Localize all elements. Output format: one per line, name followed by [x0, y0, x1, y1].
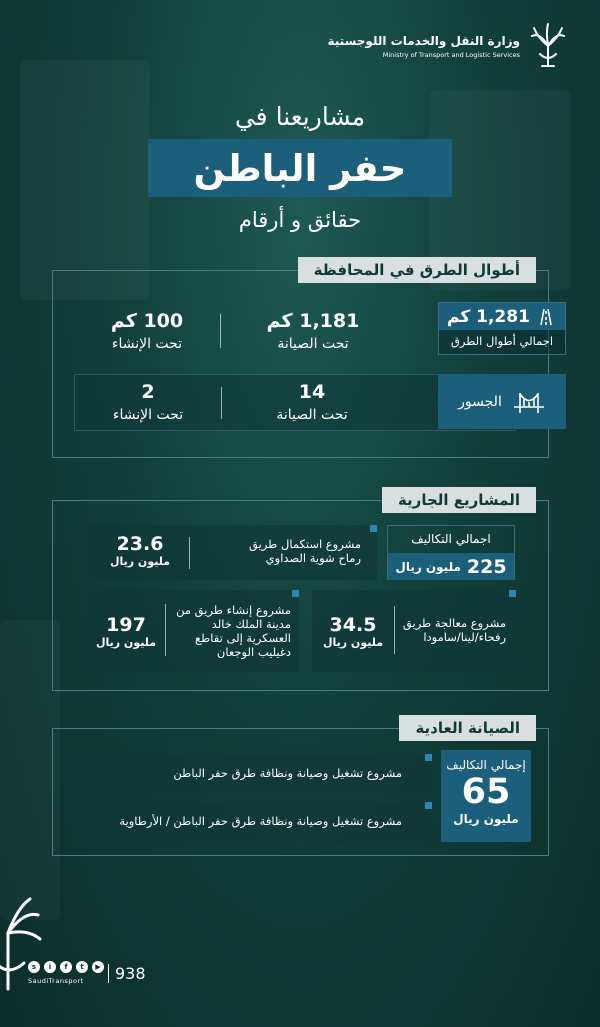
project-2-value: 34.5	[329, 614, 377, 636]
snapchat-icon[interactable]: s	[28, 961, 40, 973]
footer	[0, 897, 200, 1007]
card-marker	[292, 590, 299, 597]
roads-section-title: أطوال الطرق في المحافظة	[298, 257, 536, 283]
ministry-name-en: Ministry of Transport and Logistic Services	[382, 50, 520, 59]
maintenance-cost-value: 65	[461, 772, 511, 812]
bridges-maintenance-stat	[247, 381, 377, 423]
divider	[165, 604, 166, 656]
social-links	[28, 961, 104, 973]
background-building	[20, 60, 150, 300]
card-marker	[425, 802, 432, 809]
roads-total-value: 1,281 كم	[447, 306, 530, 327]
hero-subtitle: مشاريعنا في	[234, 102, 366, 131]
bridges-box	[438, 374, 566, 429]
project-3-line-2: مدينة الملك خالد	[211, 617, 291, 631]
project-3-line-1: مشروع إنشاء طريق من	[176, 603, 291, 617]
project-3-amount	[91, 614, 161, 649]
facebook-icon[interactable]: f	[60, 961, 72, 973]
divider	[394, 606, 395, 654]
divider	[220, 314, 221, 348]
maintenance-cost-unit: مليون ريال	[453, 812, 519, 826]
maintenance-section-title: الصيانة العادية	[399, 715, 536, 741]
hero-title: حفر الباطن	[193, 146, 407, 190]
project-3-line-3: العسكرية إلى تقاطع	[195, 631, 291, 645]
project-card-2	[312, 590, 516, 672]
maintenance-cost-box	[441, 750, 531, 842]
project-1-amount	[97, 533, 183, 568]
project-card-3	[89, 590, 299, 672]
ministry-name-ar: وزارة النقل والخدمات اللوجستية	[327, 33, 520, 48]
divider	[189, 537, 190, 569]
roads-construction-stat	[82, 310, 212, 352]
roads-maintenance-value: 1,181 كم	[266, 310, 360, 332]
project-3-unit: مليون ريال	[95, 636, 157, 649]
project-2-amount	[316, 614, 390, 649]
bridges-maintenance-label: تحت الصيانة	[276, 407, 348, 423]
maintenance-item-2-text: مشروع تشغيل وصيانة ونظافة طرق حفر الباطن / الأرطاوية	[119, 814, 402, 828]
instagram-icon[interactable]: i	[44, 961, 56, 973]
project-1-line-2: رماح شوية الصداوي	[265, 551, 361, 565]
project-2-unit: مليون ريال	[322, 636, 384, 649]
bridges-construction-value: 2	[141, 381, 155, 403]
social-handle: SaudiTransport	[28, 977, 84, 985]
card-marker	[425, 754, 432, 761]
maintenance-item-1	[76, 754, 432, 794]
projects-cost-label: اجمالي التكاليف	[411, 532, 491, 546]
project-card-1	[89, 525, 377, 580]
bridges-maintenance-value: 14	[298, 381, 326, 403]
bridges-label: الجسور	[458, 393, 502, 410]
palm-emblem-icon	[530, 22, 566, 70]
divider	[221, 387, 222, 419]
roads-total-label: اجمالي أطوال الطرق	[450, 334, 554, 348]
projects-section-title: المشاريع الجارية	[382, 487, 536, 513]
project-3-line-4: دغيليب الوجعان	[216, 645, 291, 659]
project-2-line-2: رفحاء/لينا/سامودا	[423, 630, 506, 644]
bridges-construction-stat	[83, 381, 213, 423]
project-2-line-1: مشروع معالجة طريق	[402, 616, 506, 630]
hero-tagline: حقائق و أرقام	[238, 208, 362, 232]
projects-cost-unit: مليون ريال	[395, 559, 461, 574]
youtube-icon[interactable]: ▶	[92, 961, 104, 973]
project-1-unit: مليون ريال	[109, 555, 171, 568]
roads-maintenance-label: تحت الصيانة	[277, 336, 349, 352]
roads-total-box	[438, 302, 566, 355]
maintenance-item-2	[76, 802, 432, 842]
bridges-construction-label: تحت الإنشاء	[112, 407, 184, 423]
roads-maintenance-stat	[248, 310, 378, 352]
project-1-value: 23.6	[116, 533, 164, 555]
bridge-icon	[512, 389, 546, 415]
roads-construction-label: تحت الإنشاء	[111, 336, 183, 352]
ministry-logo	[328, 22, 567, 70]
project-3-value: 197	[106, 614, 146, 636]
road-icon	[535, 308, 557, 326]
maintenance-item-1-text: مشروع تشغيل وصيانة ونظافة طرق حفر الباطن	[173, 766, 402, 780]
projects-cost-value: 225	[466, 555, 507, 578]
maintenance-cost-label: إجمالي التكاليف	[446, 758, 526, 772]
roads-construction-value: 100 كم	[110, 310, 184, 332]
project-1-line-1: مشروع استكمال طريق	[249, 537, 361, 551]
projects-cost-box	[387, 525, 515, 580]
card-marker	[509, 590, 516, 597]
twitter-icon[interactable]: t	[76, 961, 88, 973]
background-building	[0, 620, 60, 920]
hero-title-box	[148, 139, 452, 197]
card-marker	[370, 525, 377, 532]
hotline-number: 938	[108, 964, 146, 983]
